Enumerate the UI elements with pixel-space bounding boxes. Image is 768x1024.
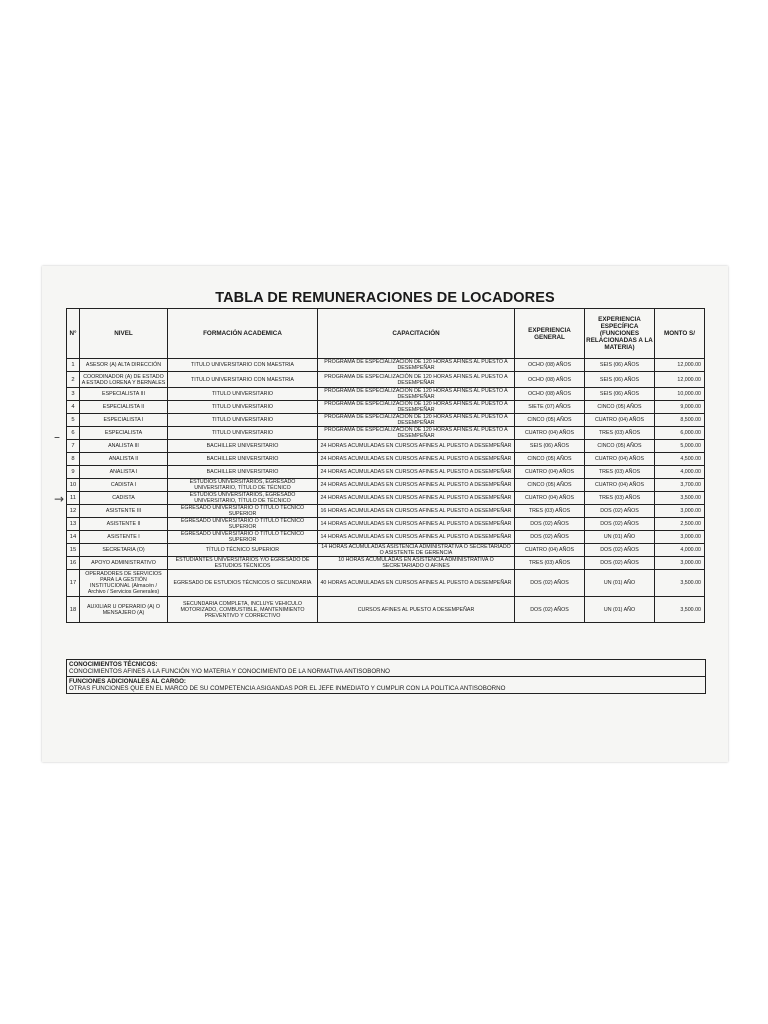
cell-exp-especifica: DOS (02) AÑOS — [585, 518, 655, 531]
cell-monto: 3,500.00 — [655, 492, 705, 505]
cell-formacion: EGRESADO UNIVERSITARIO O TÍTULO TÉCNICO SUPERIOR — [168, 518, 318, 531]
table-header-row — [67, 309, 705, 359]
cell-nivel: APOYO ADMINISTRATIVO — [80, 557, 168, 570]
cell-exp-especifica: CINCO (05) AÑOS — [585, 401, 655, 414]
cell-n: 3 — [67, 388, 80, 401]
cell-n: 10 — [67, 479, 80, 492]
cell-formacion: ESTUDIANTES UNIVERSITARIOS Y/O EGRESADO DE ESTUDIOS TÉCNICOS — [168, 557, 318, 570]
cell-capacitacion: 14 HORAS ACUMULADAS ASISTENCIA ADMINISTRATIVA O SECRETARIADO O ASISTENTE DE GERENCIA — [318, 544, 515, 557]
cell-monto: 3,000.00 — [655, 505, 705, 518]
cell-exp-general: CUATRO (04) AÑOS — [515, 466, 585, 479]
table-row — [67, 479, 705, 492]
cell-monto: 3,000.00 — [655, 531, 705, 544]
cell-formacion: EGRESADO UNIVERSITARIO O TÍTULO TÉCNICO SUPERIOR — [168, 505, 318, 518]
table-row — [67, 557, 705, 570]
notes-row-conocimientos — [67, 660, 706, 677]
table-row — [67, 505, 705, 518]
cell-nivel: ESPECIALISTA III — [80, 388, 168, 401]
cell-formacion: TITULO UNIVERSITARIO CON MAESTRIA — [168, 372, 318, 388]
conocimientos-cell — [67, 660, 706, 677]
cell-formacion: BACHILLER UNIVERSITARIO — [168, 453, 318, 466]
table-row — [67, 597, 705, 623]
cell-exp-general: OCHO (08) AÑOS — [515, 388, 585, 401]
cell-nivel: ANALISTA III — [80, 440, 168, 453]
table-row — [67, 372, 705, 388]
header-exp-general: EXPERIENCIA GENERAL — [515, 309, 585, 359]
cell-exp-general: CUATRO (04) AÑOS — [515, 427, 585, 440]
remuneration-table — [66, 308, 705, 623]
cell-n: 5 — [67, 414, 80, 427]
cell-nivel: AUXILIAR U OPERARIO (A) O MENSAJERO (A) — [80, 597, 168, 623]
cell-nivel: SECRETARIA (O) — [80, 544, 168, 557]
cell-exp-general: TRES (03) AÑOS — [515, 557, 585, 570]
cell-n: 17 — [67, 570, 80, 597]
conocimientos-text: CONOCIMIENTOS AFINES A LA FUNCIÓN Y/O MATERIA Y CONOCIMIENTO DE LA NORMATIVA ANTISOBORNO — [69, 668, 390, 675]
table-row — [67, 518, 705, 531]
cell-exp-especifica: TRES (03) AÑOS — [585, 492, 655, 505]
cell-formacion: TITULO UNIVERSITARIO — [168, 414, 318, 427]
cell-monto: 12,000.00 — [655, 372, 705, 388]
notes-row-funciones — [67, 677, 706, 694]
cell-monto: 2,500.00 — [655, 518, 705, 531]
table-row — [67, 531, 705, 544]
cell-exp-especifica: SEIS (06) AÑOS — [585, 388, 655, 401]
table-row — [67, 570, 705, 597]
cell-n: 15 — [67, 544, 80, 557]
document-title: TABLA DE REMUNERACIONES DE LOCADORES — [215, 290, 555, 306]
handwritten-dash-mark: – — [54, 430, 60, 444]
cell-nivel: ESPECIALISTA II — [80, 401, 168, 414]
cell-monto: 3,000.00 — [655, 557, 705, 570]
cell-exp-especifica: CINCO (05) AÑOS — [585, 440, 655, 453]
header-nivel: NIVEL — [80, 309, 168, 359]
cell-formacion: TITULO UNIVERSITARIO — [168, 427, 318, 440]
cell-nivel: ASESOR (A) ALTA DIRECCIÓN — [80, 359, 168, 372]
cell-n: 2 — [67, 372, 80, 388]
cell-nivel: ANALISTA II — [80, 453, 168, 466]
cell-n: 14 — [67, 531, 80, 544]
cell-capacitacion: 14 HORAS ACUMULADAS EN CURSOS AFINES AL PUESTO A DESEMPEÑAR — [318, 531, 515, 544]
cell-capacitacion: CURSOS AFINES AL PUESTO A DESEMPEÑAR — [318, 597, 515, 623]
cell-nivel: CADISTA I — [80, 479, 168, 492]
funciones-text: OTRAS FUNCIONES QUE EN EL MARCO DE SU COMPETENCIA ASIGANDAS POR EL JEFE INMEDIATO Y CUMPLIR CON LA POLITICA ANTISOBORNO — [69, 685, 506, 692]
cell-monto: 4,000.00 — [655, 544, 705, 557]
table-row — [67, 427, 705, 440]
cell-exp-especifica: UN (01) AÑO — [585, 531, 655, 544]
cell-monto: 3,700.00 — [655, 479, 705, 492]
cell-exp-especifica: CUATRO (04) AÑOS — [585, 479, 655, 492]
cell-capacitacion: PROGRAMA DE ESPECIALIZACIÓN DE 120 HORAS AFINES AL PUESTO A DESEMPEÑAR — [318, 372, 515, 388]
cell-exp-especifica: DOS (02) AÑOS — [585, 505, 655, 518]
table-row — [67, 401, 705, 414]
cell-capacitacion: PROGRAMA DE ESPECIALIZACIÓN DE 120 HORAS AFINES AL PUESTO A DESEMPEÑAR — [318, 414, 515, 427]
cell-n: 12 — [67, 505, 80, 518]
cell-nivel: ESPECIALISTA — [80, 427, 168, 440]
cell-formacion: TITULO UNIVERSITARIO CON MAESTRIA — [168, 359, 318, 372]
cell-exp-especifica: UN (01) AÑO — [585, 570, 655, 597]
cell-nivel: COORDINADOR (A) DE ESTADO A ESTADO LORENA Y BERNALES — [80, 372, 168, 388]
cell-formacion: EGRESADO DE ESTUDIOS TÉCNICOS O SECUNDARIA — [168, 570, 318, 597]
table-row — [67, 388, 705, 401]
cell-formacion: ESTUDIOS UNIVERSITARIOS, EGRESADO UNIVERSITARIO, TÍTULO DE TÉCNICO — [168, 479, 318, 492]
cell-exp-especifica: TRES (03) AÑOS — [585, 466, 655, 479]
notes-table — [66, 659, 706, 694]
cell-exp-general: DOS (02) AÑOS — [515, 518, 585, 531]
cell-formacion: TITULO UNIVERSITARIO — [168, 388, 318, 401]
cell-exp-general: OCHO (08) AÑOS — [515, 359, 585, 372]
table-row — [67, 466, 705, 479]
cell-capacitacion: 24 HORAS ACUMULADAS EN CURSOS AFINES AL PUESTO A DESEMPEÑAR — [318, 453, 515, 466]
cell-monto: 3,500.00 — [655, 570, 705, 597]
cell-formacion: TITULO UNIVERSITARIO — [168, 401, 318, 414]
cell-capacitacion: PROGRAMA DE ESPECIALIZACIÓN DE 120 HORAS AFINES AL PUESTO A DESEMPEÑAR — [318, 388, 515, 401]
cell-n: 6 — [67, 427, 80, 440]
cell-exp-general: CUATRO (04) AÑOS — [515, 492, 585, 505]
cell-formacion: TÍTULO TÉCNICO SUPERIOR — [168, 544, 318, 557]
cell-nivel: ASISTENTE II — [80, 518, 168, 531]
cell-formacion: EGRESADO UNIVERSITARIO O TÍTULO TÉCNICO SUPERIOR — [168, 531, 318, 544]
cell-n: 9 — [67, 466, 80, 479]
conocimientos-label: CONOCIMIENTOS TÉCNICOS: — [69, 661, 158, 668]
cell-n: 13 — [67, 518, 80, 531]
cell-exp-general: TRES (03) AÑOS — [515, 505, 585, 518]
scanned-document — [42, 266, 728, 762]
cell-monto: 8,500.00 — [655, 414, 705, 427]
header-capacitacion: CAPACITACIÓN — [318, 309, 515, 359]
cell-n: 11 — [67, 492, 80, 505]
header-monto: MONTO S/ — [655, 309, 705, 359]
cell-monto: 4,000.00 — [655, 466, 705, 479]
cell-exp-general: SIETE (07) AÑOS — [515, 401, 585, 414]
cell-nivel: ANALISTA I — [80, 466, 168, 479]
cell-capacitacion: 24 HORAS ACUMULADAS EN CURSOS AFINES AL PUESTO A DESEMPEÑAR — [318, 492, 515, 505]
cell-exp-general: DOS (02) AÑOS — [515, 570, 585, 597]
cell-n: 8 — [67, 453, 80, 466]
cell-exp-general: DOS (02) AÑOS — [515, 531, 585, 544]
header-n: N° — [67, 309, 80, 359]
cell-monto: 12,000.00 — [655, 359, 705, 372]
cell-capacitacion: 10 HORAS ACUMULADAS EN ASISTENCIA ADMINISTRATIVA O SECRETARIADO O AFINES — [318, 557, 515, 570]
table-row — [67, 359, 705, 372]
header-exp-especifica: EXPERIENCIA ESPECÍFICA (FUNCIONES RELACIONADAS A LA MATERIA) — [585, 309, 655, 359]
cell-nivel: ESPECIALISTA I — [80, 414, 168, 427]
cell-monto: 6,000.00 — [655, 427, 705, 440]
cell-n: 18 — [67, 597, 80, 623]
table-row — [67, 492, 705, 505]
cell-exp-general: CINCO (05) AÑOS — [515, 414, 585, 427]
cell-exp-especifica: CUATRO (04) AÑOS — [585, 453, 655, 466]
cell-capacitacion: PROGRAMA DE ESPECIALIZACIÓN DE 120 HORAS AFINES AL PUESTO A DESEMPEÑAR — [318, 427, 515, 440]
cell-exp-general: DOS (02) AÑOS — [515, 597, 585, 623]
cell-monto: 9,000.00 — [655, 401, 705, 414]
table-row — [67, 414, 705, 427]
cell-exp-especifica: UN (01) AÑO — [585, 597, 655, 623]
cell-monto: 10,000.00 — [655, 388, 705, 401]
header-formacion: FORMACIÓN ACADEMICA — [168, 309, 318, 359]
cell-capacitacion: 14 HORAS ACUMULADAS EN CURSOS AFINES AL PUESTO A DESEMPEÑAR — [318, 518, 515, 531]
cell-exp-general: OCHO (08) AÑOS — [515, 372, 585, 388]
cell-exp-general: CUATRO (04) AÑOS — [515, 544, 585, 557]
cell-n: 4 — [67, 401, 80, 414]
cell-exp-general: CINCO (05) AÑOS — [515, 453, 585, 466]
handwritten-arrow-mark: → — [54, 492, 65, 506]
cell-capacitacion: 24 HORAS ACUMULADAS EN CURSOS AFINES AL PUESTO A DESEMPEÑAR — [318, 466, 515, 479]
cell-nivel: OPERADORES DE SERVICIOS PARA LA GESTIÓN INSTITUCIONAL (Almacén / Archivo / Servicios Generales) — [80, 570, 168, 597]
cell-capacitacion: 40 HORAS ACUMULADAS EN CURSOS AFINES AL PUESTO A DESEMPEÑAR — [318, 570, 515, 597]
cell-exp-general: CINCO (05) AÑOS — [515, 479, 585, 492]
cell-nivel: ASISTENTE I — [80, 531, 168, 544]
cell-nivel: CADISTA — [80, 492, 168, 505]
cell-capacitacion: PROGRAMA DE ESPECIALIZACIÓN DE 120 HORAS AFINES AL PUESTO A DESEMPEÑAR — [318, 359, 515, 372]
cell-formacion: BACHILLER UNIVERSITARIO — [168, 466, 318, 479]
cell-exp-especifica: DOS (02) AÑOS — [585, 544, 655, 557]
table-row — [67, 544, 705, 557]
cell-capacitacion: 24 HORAS ACUMULADAS EN CURSOS AFINES AL PUESTO A DESEMPEÑAR — [318, 479, 515, 492]
cell-monto: 3,500.00 — [655, 597, 705, 623]
cell-exp-especifica: DOS (02) AÑOS — [585, 557, 655, 570]
funciones-cell — [67, 677, 706, 694]
cell-capacitacion: PROGRAMA DE ESPECIALIZACIÓN DE 120 HORAS AFINES AL PUESTO A DESEMPEÑAR — [318, 401, 515, 414]
cell-formacion: ESTUDIOS UNIVERSITARIOS, EGRESADO UNIVERSITARIO, TÍTULO DE TÉCNICO — [168, 492, 318, 505]
cell-n: 7 — [67, 440, 80, 453]
cell-monto: 5,000.00 — [655, 440, 705, 453]
cell-exp-especifica: TRES (03) AÑOS — [585, 427, 655, 440]
cell-nivel: ASISTENTE III — [80, 505, 168, 518]
table-row — [67, 453, 705, 466]
cell-exp-general: SEIS (06) AÑOS — [515, 440, 585, 453]
cell-exp-especifica: SEIS (06) AÑOS — [585, 359, 655, 372]
table-row — [67, 440, 705, 453]
cell-exp-especifica: SEIS (06) AÑOS — [585, 372, 655, 388]
cell-formacion: SECUNDARIA COMPLETA, INCLUYE VEHICULO MOTORIZADO, COMBUSTIBLE, MANTENIMIENTO PREVENTIVO Y CORRECTIVO — [168, 597, 318, 623]
table-body — [67, 359, 705, 623]
cell-n: 16 — [67, 557, 80, 570]
cell-capacitacion: 16 HORAS ACUMULADAS EN CURSOS AFINES AL PUESTO A DESEMPEÑAR — [318, 505, 515, 518]
funciones-label: FUNCIONES ADICIONALES AL CARGO: — [69, 678, 186, 685]
cell-exp-especifica: CUATRO (04) AÑOS — [585, 414, 655, 427]
cell-capacitacion: 24 HORAS ACUMULADAS EN CURSOS AFINES AL PUESTO A DESEMPEÑAR — [318, 440, 515, 453]
cell-monto: 4,500.00 — [655, 453, 705, 466]
cell-formacion: BACHILLER UNIVERSITARIO — [168, 440, 318, 453]
cell-n: 1 — [67, 359, 80, 372]
